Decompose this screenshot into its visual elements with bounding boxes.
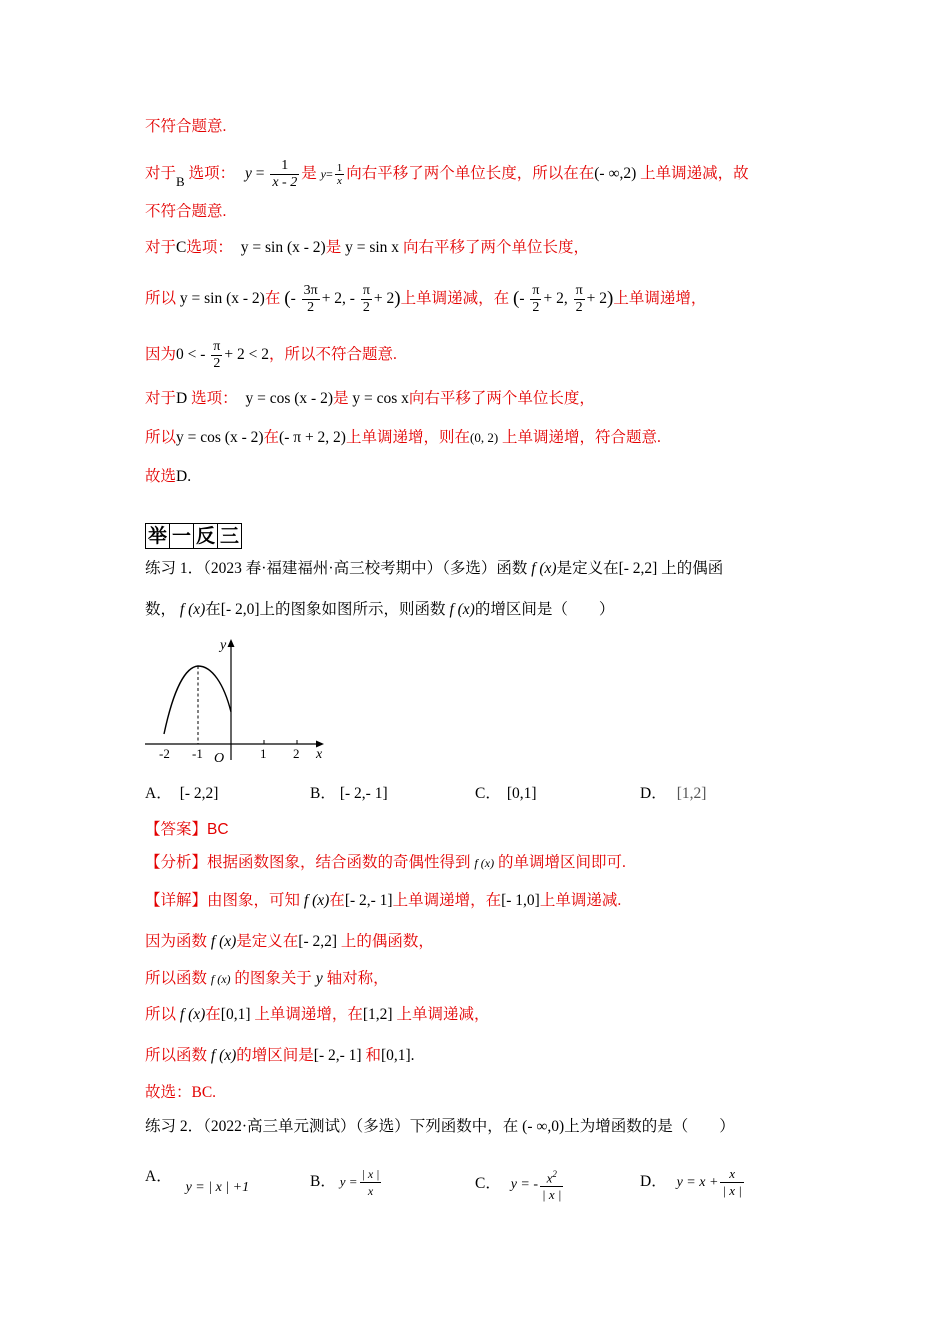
text-line-c3: 因为0 < - $\frac{\pi}{2}$ + 2 < 2，所以不符合题意. [145, 339, 397, 371]
text-line-c2: 所以 y = sin (x - 2)在 (- $\frac{3\pi}{2}$ + 2, - $\frac{\pi}{2}$ + 2)上单调递减，在 (- $\frac{\pi}{2}$ + 2, $\frac{\pi}{2}$ + 2)上单调递增， [145, 283, 707, 315]
origin-label: O [214, 751, 225, 766]
detail-sentence-2: 所以函数 f (x) 的图象关于 y 轴对称， [145, 970, 389, 987]
conclusion-line: 故选：BC. [145, 1084, 217, 1101]
option-a[interactable]: A． [- 2,2] [145, 785, 219, 802]
text-line-d2: 所以y = cos (x - 2)在(- π + 2, 2)上单调递增，则在(0, 2) 上单调递增，符合题意. [145, 429, 661, 446]
text-line-d3: 故选D. [145, 468, 192, 485]
y-axis-arrow-icon [228, 639, 235, 647]
detail-sentence-1: 因为函数 f (x)是定义在[- 2,2] 上的偶函数， [145, 933, 434, 950]
exercise-1-line-2: 数， f (x)在[- 2,0]上的图象如图所示，则函数 f (x)的增区间是（ ） [145, 601, 615, 618]
answer-line: 【答案】BC [145, 821, 229, 838]
exercise-1-line-1: 练习 1．（2023 春·福建福州·高三校考期中）（多选）函数 f (x)是定义在[- 2,2] 上的偶函 [145, 560, 724, 577]
option-c[interactable]: C． [0,1] [475, 785, 537, 802]
ex2-option-a[interactable]: A． y = | x | +1 [145, 1168, 250, 1195]
text-line-d: 对于D 选项： y = cos (x - 2)是 y = cos x向右平移了两个单位长度， [145, 390, 595, 407]
text-line-a-end: 不符合题意. [145, 118, 227, 135]
option-b[interactable]: B． [- 2,- 1] [310, 785, 388, 802]
ex2-option-b[interactable]: B． y = $\frac{| x |}{x}$ [310, 1167, 380, 1198]
y-axis-label: y [220, 638, 227, 653]
ex2-option-c[interactable]: C． y = - $\frac{x^2}{| x |}$ [475, 1166, 565, 1203]
tick-label: -2 [159, 746, 170, 761]
detail-sentence-4: 所以函数 f (x)的增区间是[- 2,- 1] 和[0,1]. [145, 1047, 415, 1064]
function-graph [140, 632, 340, 767]
ex2-option-d[interactable]: D． y = x + $\frac{x}{| x |}$ [640, 1166, 742, 1198]
tick-label: 1 [260, 746, 267, 761]
text-line-b: 对于$_B$ 选项： y = $\frac{1}{x - 2}$ 是 y= $\frac{1}{x}$ 向右平移了两个单位长度，所以在在(- ∞,2) 上单调递减，故 [145, 158, 749, 190]
detail-sentence-3: 所以 f (x)在[0,1] 上单调递增，在[1,2] 上单调递减， [145, 1006, 490, 1023]
text-line-b-end: 不符合题意. [145, 203, 227, 220]
tick-label: -1 [192, 746, 203, 761]
x-axis-label: x [316, 747, 323, 762]
detail-line: 【详解】由图象，可知 f (x)在[- 2,- 1]上单调递增，在[- 1,0]上单调递减. [145, 892, 622, 909]
tick-label: 2 [293, 746, 300, 761]
section-title: 举 一 反 三 [145, 523, 241, 549]
text-line-c: 对于C选项： y = sin (x - 2)是 y = sin x 向右平移了两个单位长度， [145, 239, 589, 256]
analysis-line: 【分析】根据函数图象，结合函数的奇偶性得到 f (x) 的单调增区间即可. [145, 854, 626, 871]
exercise-2-line: 练习 2．（2022·高三单元测试）（多选）下列函数中，在 (- ∞,0)上为增函数的是（ ） [145, 1118, 735, 1135]
option-d[interactable]: D． [1,2] [640, 785, 707, 802]
